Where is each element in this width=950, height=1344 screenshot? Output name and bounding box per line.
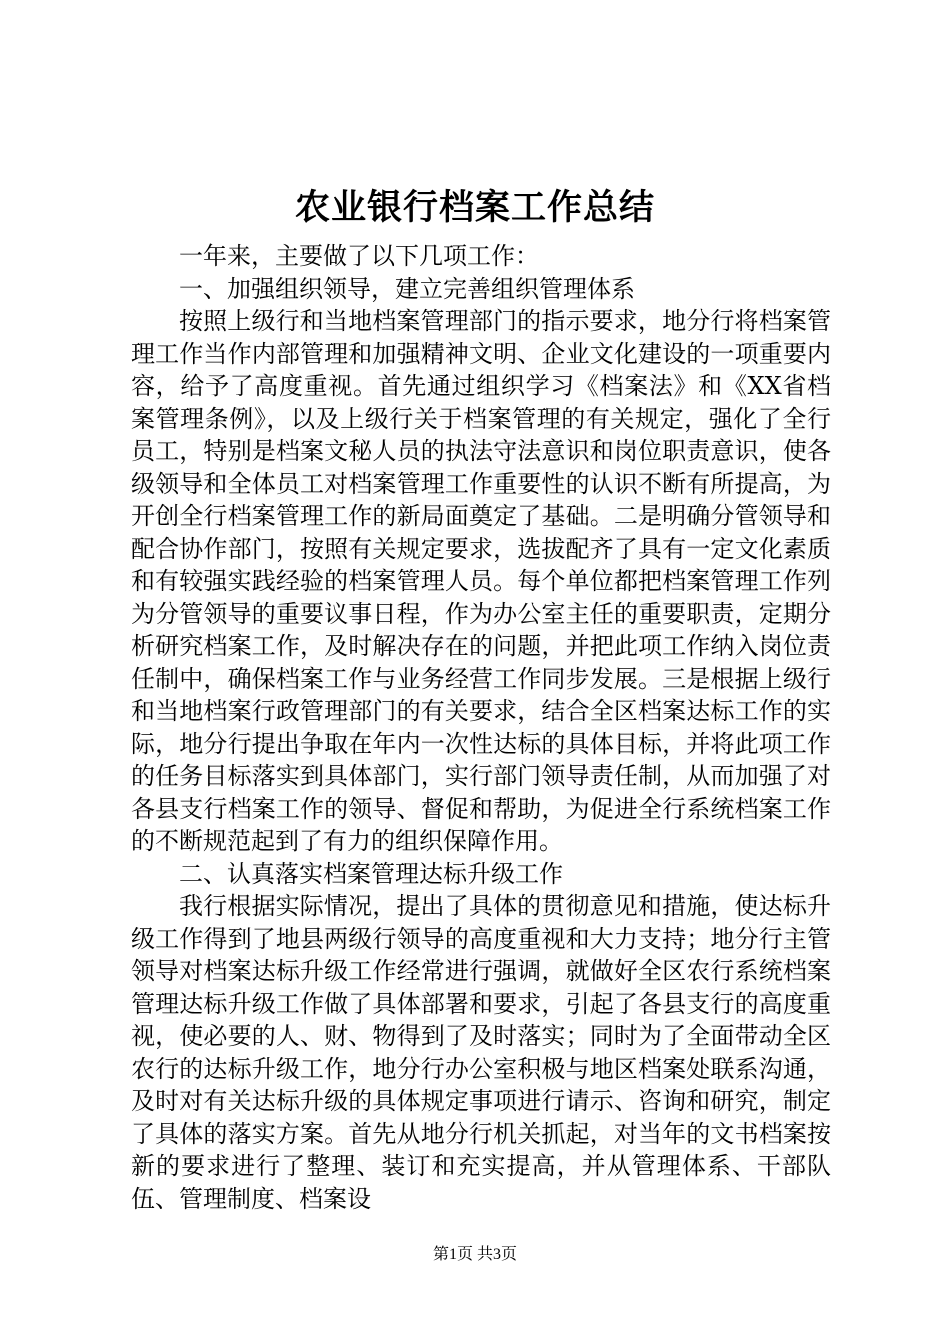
section-2-paragraph: 我行根据实际情况，提出了具体的贯彻意见和措施，使达标升级工作得到了地县两级行领导的高度重视和大力支持；地分行主管领导对档案达标升级工作经常进行强调，就做好全区农行系统档案管理达标升级工作做了具体部署和要求，引起了各县支行的高度重视，使必要的人、财、物得到了及时落实；同时为了全面带动全区农行的达标升级工作，地分行办公室积极与地区档案处联系沟通，及时对有关达标升级的具体规定事项进行请示、咨询和研究，制定了具体的落实方案。首先从地分行机关抓起，对当年的文书档案按新的要求进行了整理、装订和充实提高，并从管理体系、干部队伍、管理制度、档案设: [131, 892, 831, 1213]
document-body: [131, 240, 831, 1215]
intro-paragraph: 一年来，主要做了以下几项工作：: [179, 242, 539, 270]
section-heading-2: 二、认真落实档案管理达标升级工作: [179, 859, 563, 888]
page-footer: 第1页 共3页: [432, 1246, 517, 1263]
section-1-paragraph: 按照上级行和当地档案管理部门的指示要求，地分行将档案管理工作当作内部管理和加强精神文明、企业文化建设的一项重要内容，给予了高度重视。首先通过组织学习《档案法》和《XX省档案管理条例》，以及上级行关于档案管理的有关规定，强化了全行员工，特别是档案文秘人员的执法守法意识和岗位职责意识，使各级领导和全体员工对档案管理工作重要性的认识不断有所提高，为开创全行档案管理工作的新局面奠定了基础。二是明确分管领导和配合协作部门，按照有关规定要求，选拔配齐了具有一定文化素质和有较强实践经验的档案管理人员。每个单位都把档案管理工作列为分管领导的重要议事日程，作为办公室主任的重要职责，定期分析研究档案工作，及时解决存在的问题，并把此项工作纳入岗位责任制中，确保档案工作与业务经营工作同步发展。三是根据上级行和当地档案行政管理部门的有关要求，结合全区档案达标工作的实际，地分行提出争取在年内一次性达标的具体目标，并将此项工作的任务目标落实到具体部门，实行部门领导责任制，从而加强了对各县支行档案工作的领导、督促和帮助，为促进全行系统档案工作的不断规范起到了有力的组织保障作用。: [131, 307, 831, 855]
section-heading-1: 一、加强组织领导，建立完善组织管理体系: [179, 274, 635, 303]
document-title: 农业银行档案工作总结: [294, 187, 655, 228]
